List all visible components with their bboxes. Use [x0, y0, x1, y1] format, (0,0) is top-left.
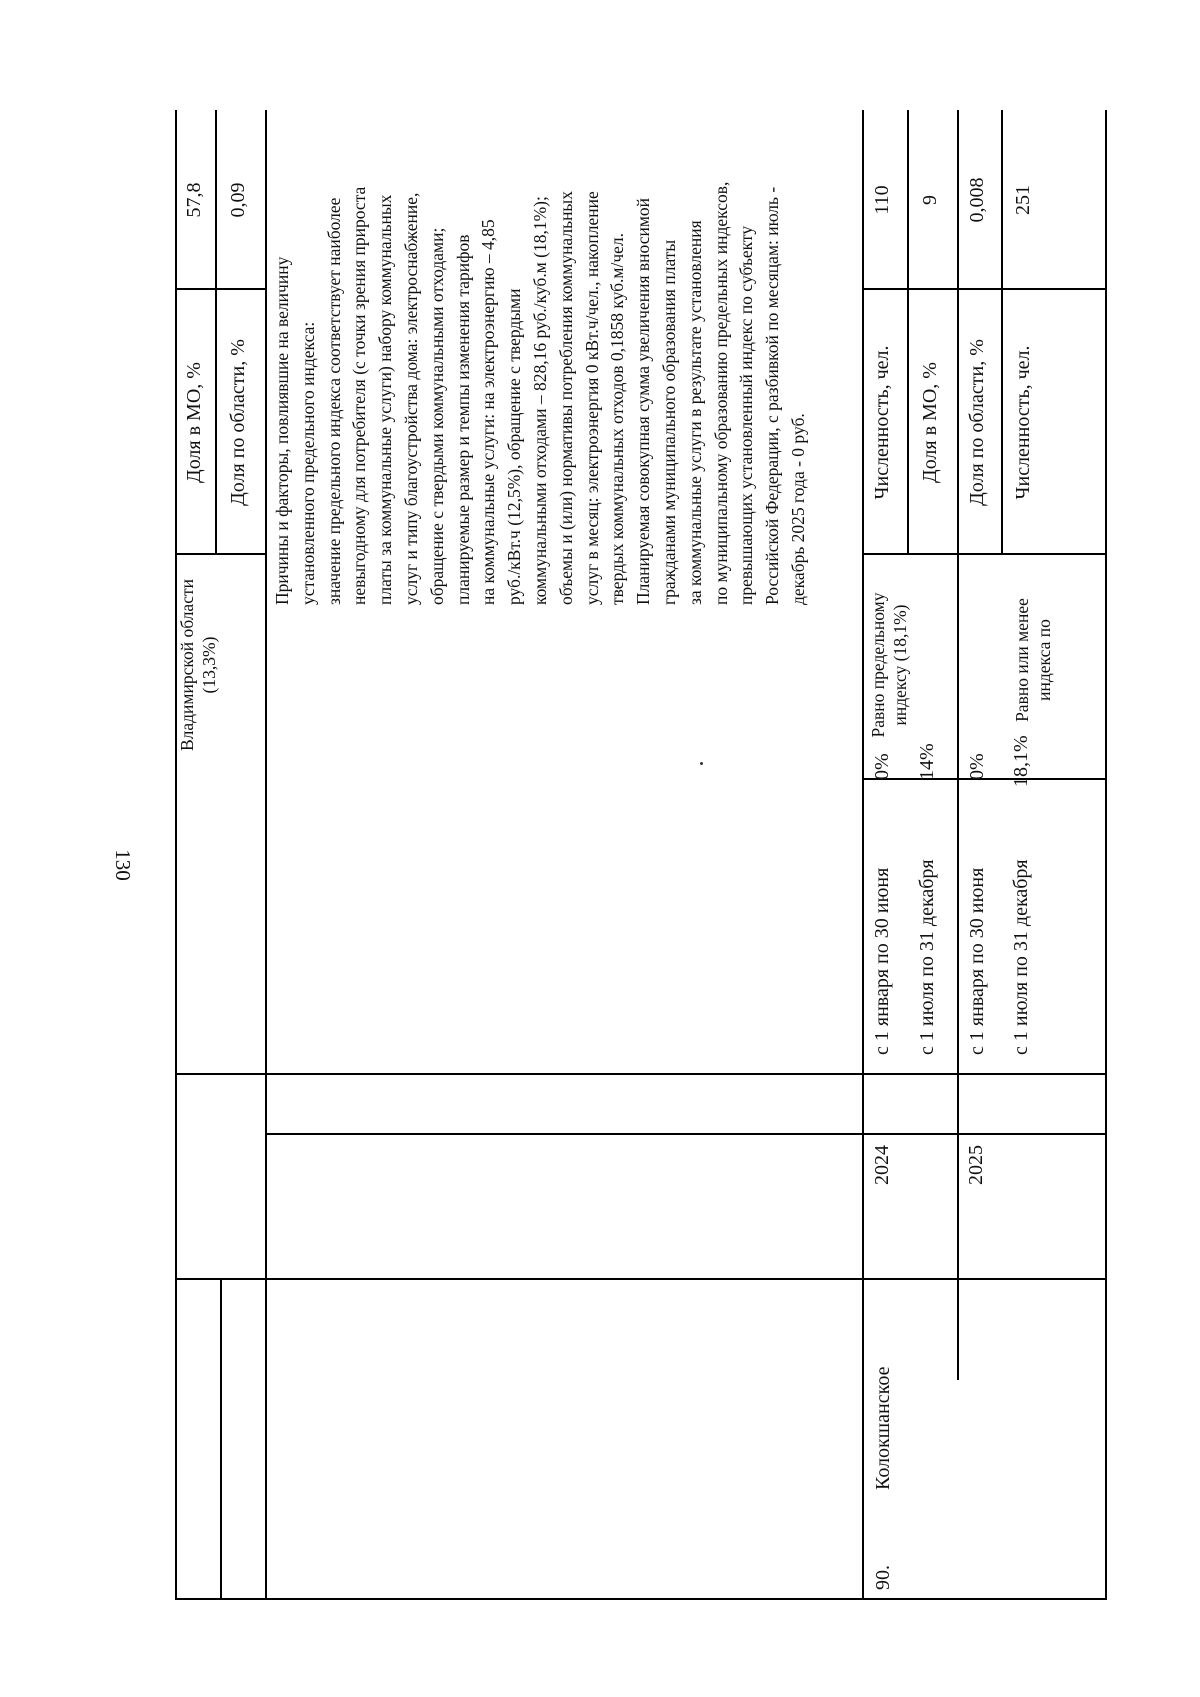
stray-dot: [700, 762, 703, 765]
table-line: [1105, 110, 1107, 1600]
table-line: [1001, 110, 1003, 555]
table-line: [175, 1074, 1105, 1076]
period-row: с 1 января по 30 июня: [966, 867, 988, 1055]
index-value: 0%: [871, 753, 893, 780]
table-line: [215, 110, 217, 555]
row-label: Численность, чел.: [1012, 345, 1034, 500]
table-line: [265, 1134, 1105, 1136]
table-line: [175, 110, 177, 1600]
table-line: [862, 110, 864, 1600]
period-row: с 1 июля по 31 декабря: [916, 859, 938, 1055]
row-value: 251: [1012, 185, 1034, 215]
entry-number: 90.: [872, 1565, 894, 1590]
index-value: 18,1%: [1010, 735, 1032, 787]
table-line: [957, 110, 959, 1380]
table-line: [220, 1280, 222, 1600]
share-mo-value: 57,8: [183, 182, 205, 218]
period-row: с 1 июля по 31 декабря: [1010, 859, 1032, 1055]
year-2024: 2024: [871, 1145, 893, 1185]
row-value: 0,008: [966, 177, 988, 223]
table-line: [175, 1279, 1105, 1281]
row-label: Численность, чел.: [871, 345, 893, 500]
region-label-cell: Владимирской области (13,3%): [177, 579, 219, 752]
row-value: 110: [871, 185, 893, 215]
row-value: 9: [919, 195, 941, 205]
reasons-paragraph: Причины и факторы, повлиявшие на величину установленного предельного индекса: значение предельного индекса соответствует наиболее невыгодному для потребителя (с точки зрения прироста платы за коммунальные услуги) набору коммунальных услуг и типу благоустройства дома: электроснабжение, обращение с твердыми коммунальными отходами; планируемые размер и темпы изменения тарифов на коммунальные услуги: на электроэнергию – 4,85 руб./кВт.ч (12,5%), обращение с твердыми коммунальными отходами – 828,16 руб./куб.м (18,1%); объемы и (или) нормативы потребления коммунальных услуг в месяц: электроэнергия 0 кВт.ч/чел., накопление твердых коммунальных отходов 0,1858 куб.м/чел. Планируемая совокупная сумма увеличения вносимой гражданами муниципального образования платы за коммунальные услуги в результате установления по муниципальному образованию предельных индексов, превышающих установленный индекс по субъекту Российской Федерации, с разбивкой по месяцам: июль - декабрь 2025 года - 0 руб.: [272, 181, 808, 605]
table-line: [175, 1599, 1105, 1601]
group-equal-label: Равно предельному индексу (18,1%): [868, 592, 910, 738]
row-label: Доля по области, %: [966, 339, 988, 506]
index-value: 14%: [916, 743, 938, 780]
period-row: с 1 января по 30 июня: [871, 867, 893, 1055]
page-number: 130: [111, 849, 135, 881]
share-region-label: Доля по области, %: [227, 339, 249, 506]
row-label: Доля в МО, %: [919, 362, 941, 483]
group-le-label: Равно или менее индекса по: [1012, 598, 1054, 722]
index-value: 0%: [966, 753, 988, 780]
share-region-value: 0,09: [227, 182, 249, 218]
table-line: [907, 110, 909, 555]
share-mo-label: Доля в МО, %: [183, 362, 205, 483]
rotated-table: [175, 110, 1105, 1600]
year-2025: 2025: [965, 1145, 987, 1185]
entry-name: Колокшанское: [872, 1366, 894, 1490]
table-line: [265, 110, 267, 1600]
